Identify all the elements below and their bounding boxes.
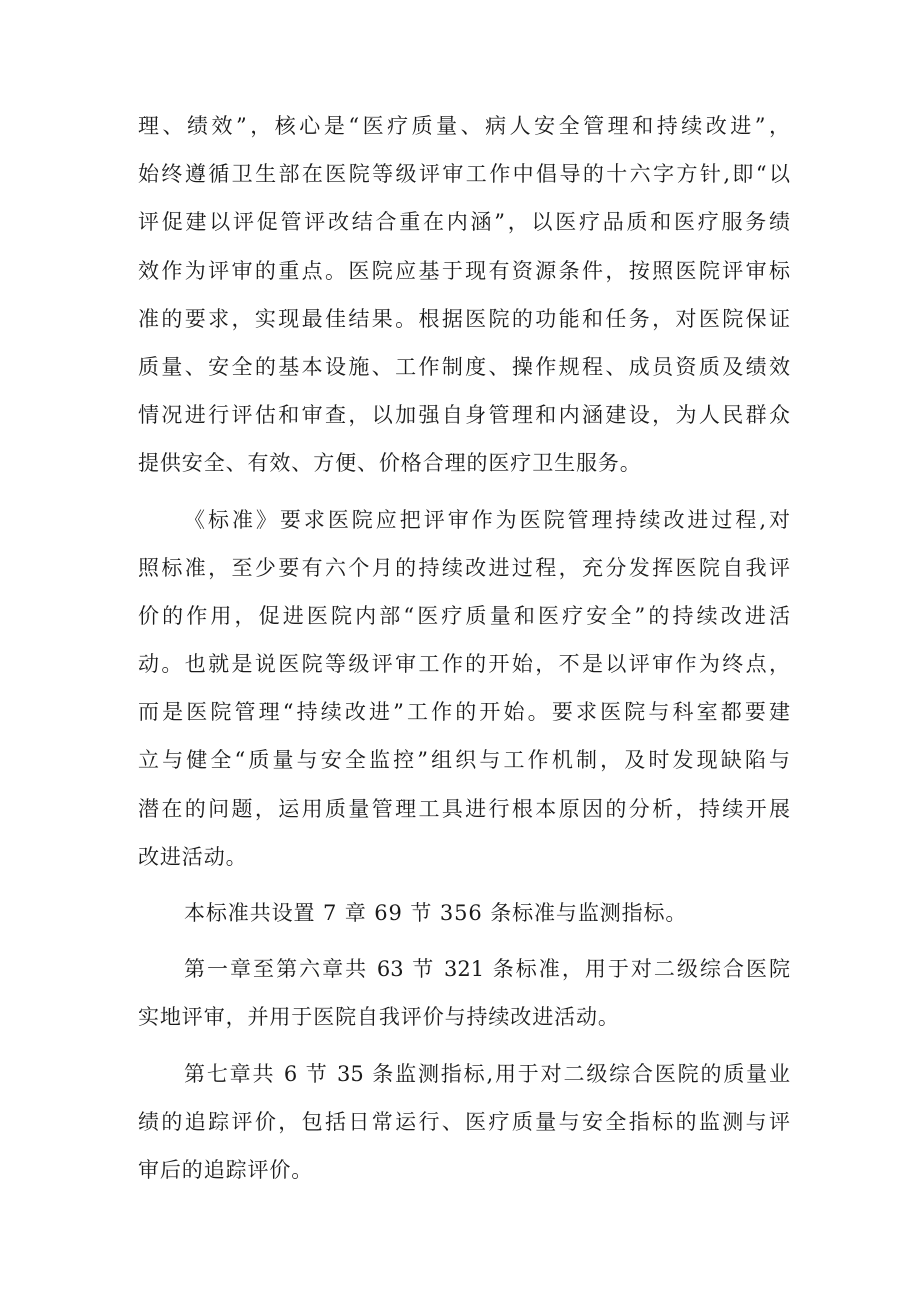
text-line: 准的要求，实现最佳结果。根据医院的功能和任务，对医院保证 bbox=[138, 306, 790, 331]
text-line: 改进活动。 bbox=[138, 844, 248, 869]
text-line: 理、绩效”，核心是“医疗质量、病人安全管理和持续改进”， bbox=[138, 114, 790, 138]
text-line: 审后的追踪评价。 bbox=[138, 1157, 314, 1182]
text-line: 情况进行评估和审查，以加强自身管理和内涵建设，为人民群众 bbox=[138, 403, 790, 428]
paragraph-chapter-seven bbox=[138, 1050, 790, 1195]
paragraph-standard-overview bbox=[138, 889, 790, 937]
text-line: 照标准，至少要有六个月的持续改进过程，充分发挥医院自我评 bbox=[138, 555, 790, 580]
document-page bbox=[138, 102, 790, 1194]
text-line: 评促建以评促管评改结合重在内涵”，以医疗品质和医疗服务绩 bbox=[138, 210, 790, 235]
text-line: 始终遵循卫生部在医院等级评审工作中倡导的十六字方针,即“以 bbox=[138, 162, 790, 187]
text-line: 第七章共 6 节 35 条监测指标,用于对二级综合医院的质量业 bbox=[184, 1061, 790, 1086]
text-line: 价的作用，促进医院内部“医疗质量和医疗安全”的持续改进活 bbox=[138, 603, 790, 628]
text-line: 第一章至第六章共 63 节 321 条标准，用于对二级综合医院 bbox=[184, 957, 790, 982]
paragraph-chapters-one-to-six bbox=[138, 945, 790, 1041]
text-line: 本标准共设置 7 章 69 节 356 条标准与监测指标。 bbox=[184, 901, 688, 925]
text-line: 立与健全“质量与安全监控”组织与工作机制，及时发现缺陷与 bbox=[138, 748, 790, 773]
text-line: 而是医院管理“持续改进”工作的开始。要求医院与科室都要建 bbox=[138, 700, 790, 725]
text-line: 潜在的问题，运用质量管理工具进行根本原因的分析，持续开展 bbox=[138, 796, 790, 821]
paragraph-review-principles bbox=[138, 102, 790, 488]
paragraph-continuous-improvement bbox=[138, 496, 790, 882]
text-line: 质量、安全的基本设施、工作制度、操作规程、成员资质及绩效 bbox=[138, 354, 790, 379]
text-line: 动。也就是说医院等级评审工作的开始，不是以评审作为终点， bbox=[138, 652, 790, 677]
text-line: 提供安全、有效、方便、价格合理的医疗卫生服务。 bbox=[138, 451, 642, 476]
text-line: 绩的追踪评价，包括日常运行、医疗质量与安全指标的监测与评 bbox=[138, 1109, 790, 1134]
text-line: 实地评审，并用于医院自我评价与持续改进活动。 bbox=[138, 1005, 620, 1030]
text-line: 《标准》要求医院应把评审作为医院管理持续改进过程,对 bbox=[184, 507, 790, 532]
text-line: 效作为评审的重点。医院应基于现有资源条件，按照医院评审标 bbox=[138, 258, 790, 283]
